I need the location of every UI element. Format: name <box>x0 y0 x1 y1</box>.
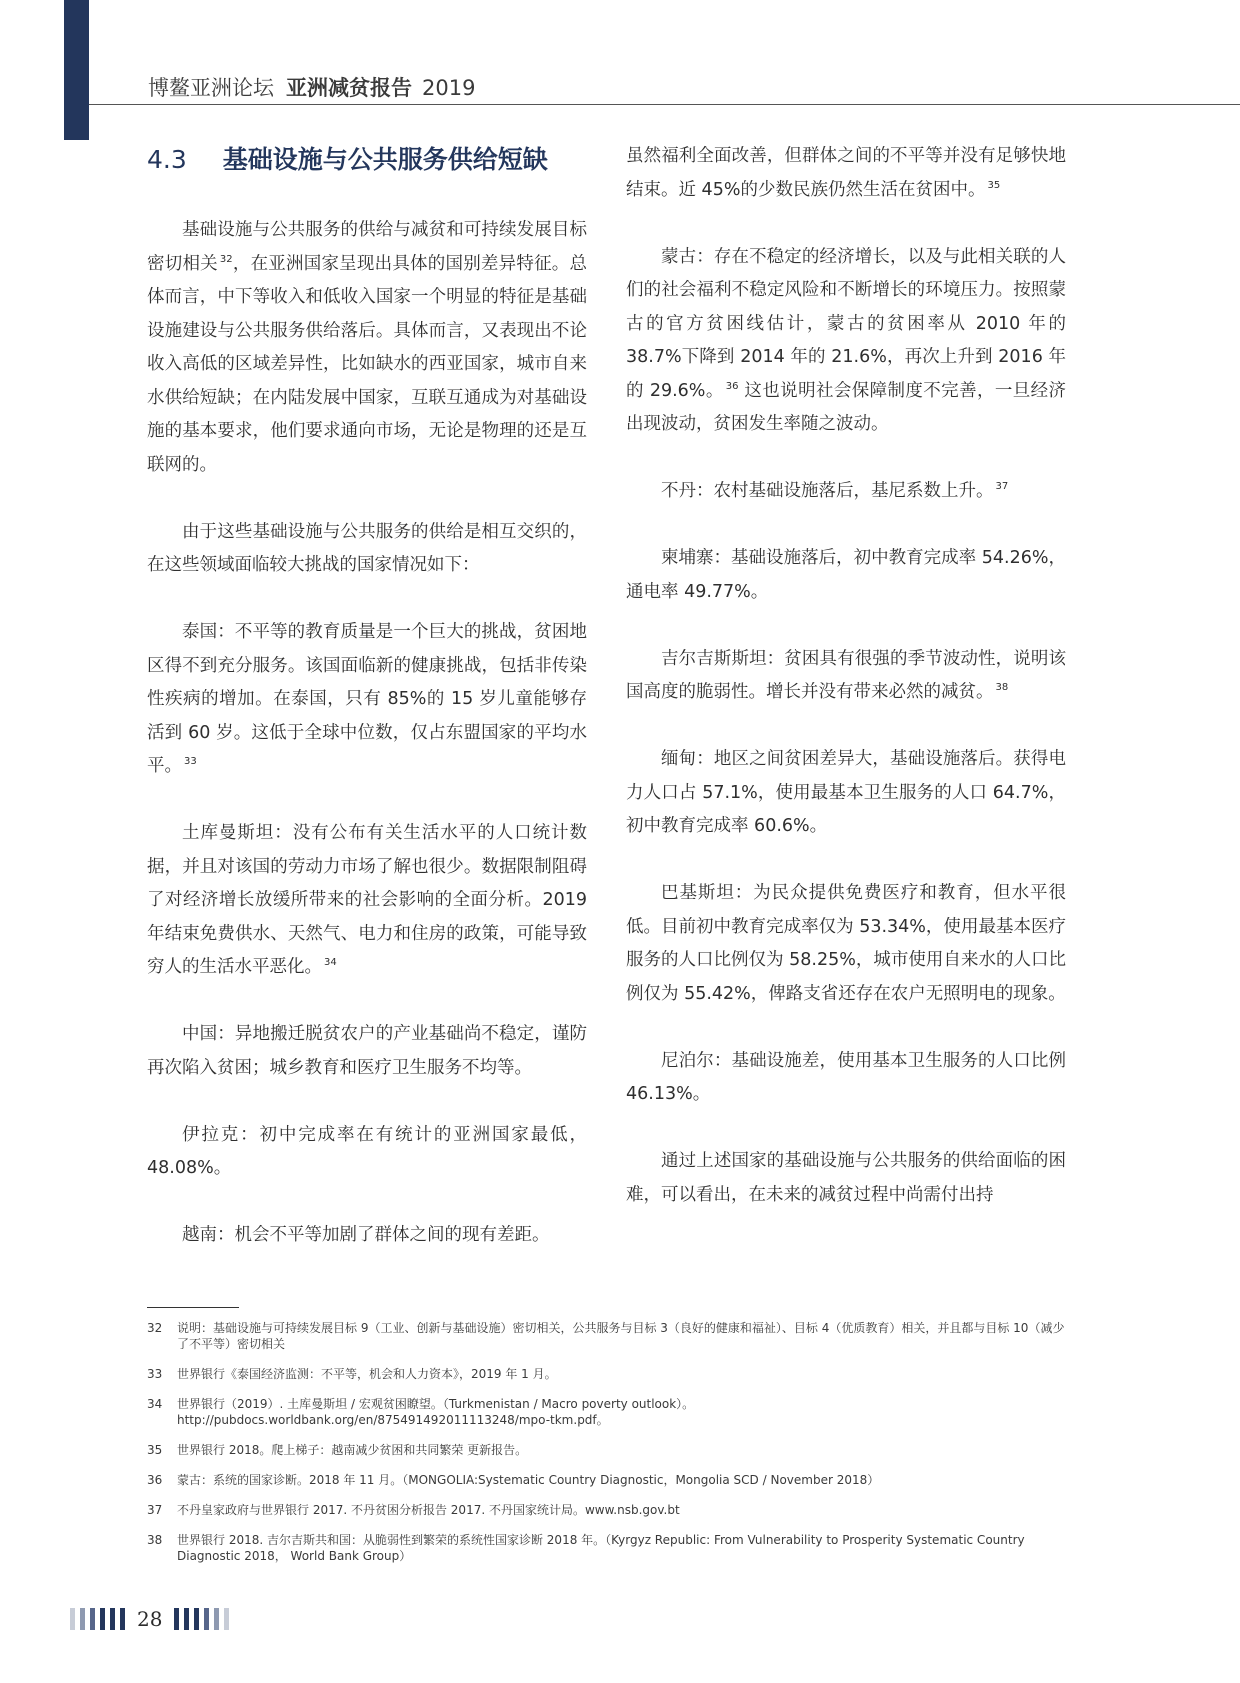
footnote-number: 32 <box>147 1321 163 1335</box>
paragraph: 泰国：不平等的教育质量是一个巨大的挑战，贫困地区得不到充分服务。该国面临新的健康挑战，包括非传染性疾病的增加。在泰国，只有 85%的 15 岁儿童能够存活到 60 岁。这低于全球中位数，仅占东盟国家的平均水平。 $^{33}$ <box>147 622 587 776</box>
footnote <box>147 1502 1067 1518</box>
paragraph: 越南：机会不平等加剧了群体之间的现有差距。 <box>182 1225 550 1245</box>
footnote-text: 说明：基础设施与可持续发展目标 9（工业、创新与基础设施）密切相关，公共服务与目标 3（良好的健康和福祉）、目标 4（优质教育）相关，并且都与目标 10（减少了不平等）密切相关 <box>177 1321 1065 1351</box>
page-number: 28 <box>137 1607 163 1631</box>
paragraph: 虽然福利全面改善，但群体之间的不平等并没有足够快地结束。近 45%的少数民族仍然生活在贫困中。 $^{35}$ <box>626 146 1066 200</box>
paragraph: 伊拉克：初中完成率在有统计的亚洲国家最低，48.08%。 <box>147 1124 587 1178</box>
footnote-text: 不丹皇家政府与世界银行 2017. 不丹贫困分析报告 2017. 不丹国家统计局。www.nsb.gov.bt <box>177 1503 680 1517</box>
footnotes <box>147 1320 1067 1578</box>
paragraph: 吉尔吉斯斯坦：贫困具有很强的季节波动性，说明该国高度的脆弱性。增长并没有带来必然的减贫。 $^{38}$ <box>626 648 1066 702</box>
paragraph: 不丹：农村基础设施落后，基尼系数上升。 $^{37}$ <box>661 481 1009 501</box>
paragraph: 基础设施与公共服务的供给与减贫和可持续发展目标密切相关 $^{32}$，在亚洲国家呈现出具体的国别差异特征。总体而言，中下等收入和低收入国家一个明显的特征是基础设施建设与公共服务供给落后。具体而言，又表现出不论收入高低的区域差异性，比如缺水的西亚国家，城市自来水供给短缺；在内陆发展中国家，互联互通成为对基础设施的基本要求，他们要求通向市场，无论是物理的还是互联网的。 <box>147 220 588 475</box>
section-title: 基础设施与公共服务供给短缺 <box>222 145 548 174</box>
footnote-ref: 33 <box>184 756 197 768</box>
sidebar-accent-bar <box>64 0 89 140</box>
footnote-text: 蒙古：系统的国家诊断。2018 年 11 月。（MONGOLIA:Systematic Country Diagnostic，Mongolia SCD / November 2018） <box>177 1473 880 1487</box>
paragraph: 蒙古：存在不稳定的经济增长，以及与此相关联的人们的社会福利不稳定风险和不断增长的环境压力。按照蒙古的官方贫困线估计，蒙古的贫困率从 2010 年的 38.7%下降到 2014 年的 21.6%，再次上升到 2016 年的 29.6%。 $^{36}$ 这也说明社会保障制度不完善，一旦经济出现波动，贫困发生率随之波动。 <box>626 246 1067 434</box>
left-stripe-decoration <box>70 1608 125 1630</box>
right-stripe-decoration <box>174 1608 229 1630</box>
footnote <box>147 1472 1067 1488</box>
paragraph: 柬埔寨：基础设施落后，初中教育完成率 54.26%，通电率 49.77%。 <box>626 548 1066 602</box>
footnote-number: 34 <box>147 1397 163 1411</box>
paragraph: 缅甸：地区之间贫困差异大，基础设施落后。获得电力人口占 57.1%，使用最基本卫生服务的人口 64.7%，初中教育完成率 60.6%。 <box>626 749 1066 836</box>
paragraph: 巴基斯坦：为民众提供免费医疗和教育，但水平很低。目前初中教育完成率仅为 53.34%，使用最基本医疗服务的人口比例仅为 58.25%，城市使用自来水的人口比例仅为 55.42%，俾路支省还存在农户无照明电的现象。 <box>626 883 1066 1004</box>
footnote-ref: 38 <box>995 682 1009 694</box>
left-paragraphs <box>147 214 587 1253</box>
footnote <box>147 1320 1067 1352</box>
header-report-title: 亚洲减贫报告 <box>286 75 412 100</box>
footnote-number: 38 <box>147 1533 163 1547</box>
footnote-ref: 34 <box>324 957 337 969</box>
header-year: 2019 <box>422 76 476 100</box>
footnote-ref: 35 <box>987 179 1001 191</box>
footnote-divider <box>147 1307 239 1308</box>
footnote <box>147 1366 1067 1382</box>
footnote-number: 35 <box>147 1443 163 1457</box>
footnote <box>147 1442 1067 1458</box>
header-divider <box>89 104 1240 105</box>
right-paragraphs <box>626 140 1066 1212</box>
footnote-ref: 37 <box>995 481 1009 493</box>
paragraph: 中国：异地搬迁脱贫农户的产业基础尚不稳定，谨防再次陷入贫困；城乡教育和医疗卫生服务不均等。 <box>147 1024 587 1078</box>
paragraph: 通过上述国家的基础设施与公共服务的供给面临的困难，可以看出，在未来的减贫过程中尚需付出持 <box>626 1151 1066 1205</box>
footnote <box>147 1532 1067 1564</box>
footnote-text: 世界银行 2018。爬上梯子：越南减少贫困和共同繁荣 更新报告。 <box>177 1443 528 1457</box>
footnote-number: 37 <box>147 1503 163 1517</box>
paragraph: 由于这些基础设施与公共服务的供给是相互交织的，在这些领域面临较大挑战的国家情况如下： <box>147 521 587 575</box>
running-header <box>148 72 475 102</box>
footnote <box>147 1396 1067 1428</box>
paragraph: 土库曼斯坦：没有公布有关生活水平的人口统计数据，并且对该国的劳动力市场了解也很少。数据限制阻碍了对经济增长放缓所带来的社会影响的全面分析。2019 年结束免费供水、天然气、电力和住房的政策，可能导致穷人的生活水平恶化。 $^{34}$ <box>147 823 587 977</box>
footnote-number: 36 <box>147 1473 163 1487</box>
footnote-ref: 36 <box>725 380 739 392</box>
footnote-number: 33 <box>147 1367 163 1381</box>
footnote-ref: 32 <box>219 253 233 265</box>
footnote-text: 世界银行《泰国经济监测：不平等，机会和人力资本》，2019 年 1 月。 <box>177 1367 557 1381</box>
section-number: 4.3 <box>147 145 187 174</box>
footnote-text: 世界银行 2018. 吉尔吉斯共和国：从脆弱性到繁荣的系统性国家诊断 2018 年。（Kyrgyz Republic: From Vulnerability to Prosperity Systematic Country Diagnostic 2018， World Bank Group） <box>177 1533 1025 1563</box>
footnote-text: 世界银行（2019）. 土库曼斯坦 / 宏观贫困瞭望。（Turkmenistan / Macro poverty outlook）。http://pubdocs.worldbank.org/en/875491492011113248/mpo-tkm.pdf。 <box>177 1397 695 1427</box>
page-footer <box>70 1606 229 1632</box>
section-heading <box>147 140 587 180</box>
header-forum: 博鳌亚洲论坛 <box>148 76 274 100</box>
right-column <box>626 140 1066 1246</box>
left-column <box>147 140 587 1286</box>
paragraph: 尼泊尔：基础设施差，使用基本卫生服务的人口比例 46.13%。 <box>626 1050 1066 1104</box>
